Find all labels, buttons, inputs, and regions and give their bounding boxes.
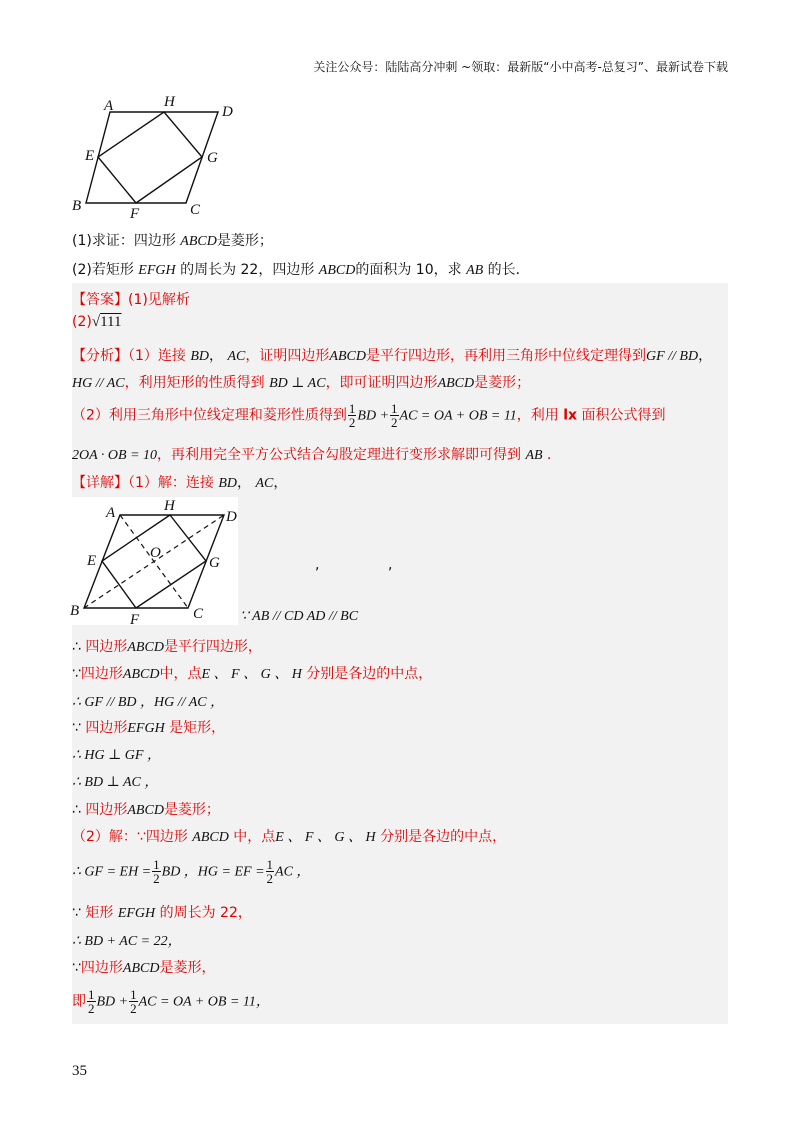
detail-because-parallel: ∵ AB // CD AD // BC xyxy=(240,609,359,624)
stray-comma-1: , xyxy=(315,557,320,573)
detail-line-6: ∴ BD ⊥ AC ， xyxy=(72,775,159,790)
detail-line-13: 即 $\frac{1}{2}$ BD + $\frac{1}{2}$ AC = OA + OB = 11， xyxy=(72,987,270,1016)
page-header: 关注公众号：陆陆高分冲刺 ~领取：最新版“小中高考-总复习”、最新试卷下载 xyxy=(313,60,728,74)
detail-line-8: （2）解：∵四边形 ABCD 中，点E 、 F 、 G 、 H 分别是各边的中点， xyxy=(72,829,507,845)
detail-line-2: ∵四边形ABCD中，点E 、 F 、 G 、 H 分别是各边的中点， xyxy=(72,666,433,682)
answer-2: (2)√111 xyxy=(72,314,122,330)
label2-b: B xyxy=(70,603,80,619)
parallelogram-figure xyxy=(66,90,246,220)
detail-line-1: ∴ 四边形ABCD是平行四边形， xyxy=(72,639,262,655)
label-f: F xyxy=(130,206,140,220)
label-e: E xyxy=(85,148,95,164)
label-c: C xyxy=(190,202,201,218)
analysis-line-2: HG // AC，利用矩形的性质得到 BD ⊥ AC，即可证明四边形ABCD是菱形； xyxy=(72,375,531,391)
detail-line-7: ∴ 四边形ABCD是菱形； xyxy=(72,802,220,818)
question-2: (2)若矩形 EFGH 的周长为 22，四边形 ABCD的面积为 10，求 AB 的长． xyxy=(72,262,530,278)
label2-d: D xyxy=(226,509,237,525)
stray-comma-2: , xyxy=(388,557,393,573)
detail-intro: 【详解】（1）解：连接 BD， AC， xyxy=(72,475,288,491)
label2-c: C xyxy=(193,606,204,622)
label-d: D xyxy=(222,104,233,120)
analysis-line-3: （2）利用三角形中位线定理和菱形性质得到 $\frac{1}{2}$ BD + $\frac{1}{2}$ AC = OA + OB = 11，利用 lx 面积公式得到 xyxy=(72,401,666,430)
detail-line-10: ∵ 矩形 EFGH 的周长为 22， xyxy=(72,905,252,921)
label2-h: H xyxy=(164,498,175,514)
detail-line-4: ∵ 四边形EFGH 是矩形， xyxy=(72,720,226,736)
label2-o: O xyxy=(150,545,161,561)
question-1: (1)求证：四边形 ABCD是菱形； xyxy=(72,233,273,249)
answer-label: 【答案】(1)见解析 xyxy=(72,292,190,308)
analysis-line-1: 【分析】（1）连接 BD， AC，证明四边形ABCD是平行四边形，再利用三角形中位线定理得到GF // BD， xyxy=(72,348,713,364)
label2-f: F xyxy=(130,612,140,627)
detail-line-3: ∴ GF // BD ，HG // AC ， xyxy=(72,695,225,710)
analysis-line-4: 2OA · OB = 10，再利用完全平方公式结合勾股定理进行变形求解即可得到 AB ． xyxy=(72,447,562,463)
page-number: 35 xyxy=(72,1063,87,1079)
detail-line-9: ∴ GF = EH = $\frac{1}{2}$ BD ，HG = EF = $\frac{1}{2}$ AC ， xyxy=(72,857,311,886)
label2-g: G xyxy=(209,555,220,571)
detail-line-5: ∴ HG ⊥ GF ， xyxy=(72,748,161,763)
detail-line-11: ∴ BD + AC = 22， xyxy=(72,934,182,949)
label-h: H xyxy=(164,94,175,110)
label2-e: E xyxy=(87,553,97,569)
label-b: B xyxy=(72,198,82,214)
detail-line-12: ∵四边形ABCD是菱形， xyxy=(72,960,216,976)
label-a: A xyxy=(104,98,114,114)
rhombus-figure xyxy=(66,497,242,627)
label-g: G xyxy=(207,150,218,166)
label2-a: A xyxy=(106,505,116,521)
